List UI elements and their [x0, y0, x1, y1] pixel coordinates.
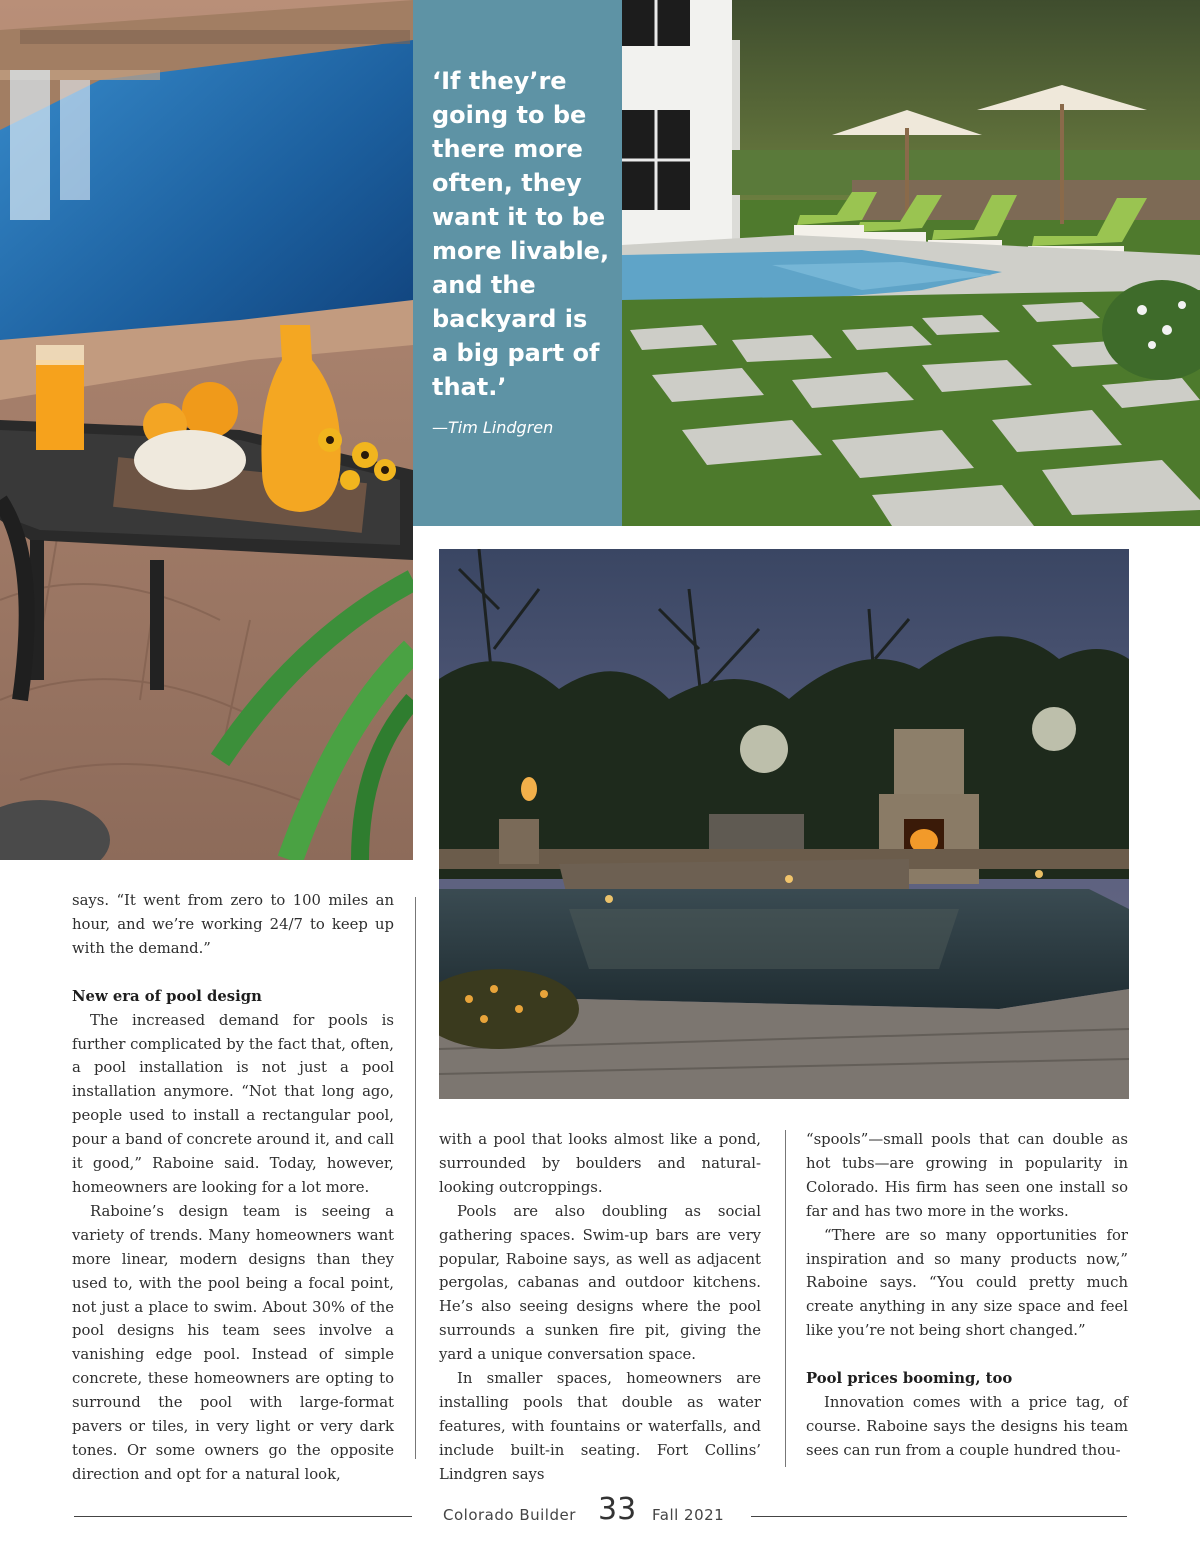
pull-quote-line: ‘If they’re — [432, 67, 567, 95]
footer-rule-right — [751, 1516, 1127, 1517]
footer-publication-name: Colorado Builder — [443, 1506, 576, 1524]
pull-quote-line: backyard is — [432, 305, 588, 333]
pull-quote-line: going to be — [432, 101, 587, 129]
pull-quote — [432, 64, 610, 404]
paragraph: says. “It went from zero to 100 miles an hour, and we’re working 24/7 to keep up with the demand.” — [72, 892, 394, 957]
paragraph: Innovation comes with a price tag, of course. Raboine says the designs his team sees can run from a couple hundred thou- — [806, 1394, 1128, 1459]
section-heading: Pool prices booming, too — [806, 1370, 1013, 1388]
patio-pool-photo — [0, 0, 413, 860]
pull-quote-line: often, they — [432, 169, 582, 197]
article-column-3 — [806, 1128, 1128, 1463]
pull-quote-line: want it to be — [432, 203, 606, 231]
article-column-2 — [439, 1128, 761, 1487]
night-pool-fireplace-photo — [439, 549, 1129, 1099]
pull-quote-line: that.’ — [432, 373, 507, 401]
pull-quote-panel — [413, 0, 622, 526]
pull-quote-line: a big part of — [432, 339, 600, 367]
pull-quote-line: more livable, — [432, 237, 610, 265]
paragraph: Raboine’s design team is seeing a variety of trends. Many homeowners want more linear, modern designs than they used to, with the pool being a focal point, not just a place to swim. About 30% of the pool designs his team sees involve a vanishing edge pool. Instead of simple concrete, these homeowners are opting to surround the pool with large-format pavers or tiles, in very light or very dark tones. Or some owners go the opposite direction and opt for a natural look, — [72, 1202, 394, 1483]
quote-attribution: —Tim Lindgren — [432, 418, 554, 437]
paver-pool-photo — [622, 0, 1200, 526]
paragraph: Pools are also doubling as social gathering spaces. Swim-up bars are very popular, Raboine says, as well as adjacent pergolas, cabanas and outdoor kitchens. He’s also seeing designs where the pool surrounds a sunken fire pit, giving the yard a unique conversation space. — [439, 1202, 761, 1364]
pull-quote-line: there more — [432, 135, 583, 163]
pull-quote-line: and the — [432, 271, 536, 299]
paragraph: with a pool that looks almost like a pond, surrounded by boulders and natural-looking outcroppings. — [439, 1131, 761, 1196]
paragraph: “spools”—small pools that can double as hot tubs—are growing in popularity in Colorado. His firm has seen one install so far and has two more in the works. — [806, 1131, 1128, 1220]
column-divider — [785, 1130, 786, 1467]
paragraph: “There are so many opportunities for inspiration and so many products now,” Raboine says. “You could pretty much create anything in any size space and feel like you’re not being short changed.” — [806, 1226, 1128, 1340]
paragraph: The increased demand for pools is further complicated by the fact that, often, a pool installation is not just a pool installation anymore. “Not that long ago, people used to install a rectangular pool, pour a band of concrete around it, and call it good,” Raboine said. Today, however, homeowners are looking for a lot more. — [72, 1011, 394, 1196]
page-number: 33 — [598, 1492, 637, 1527]
section-heading: New era of pool design — [72, 987, 262, 1005]
article-column-1 — [72, 889, 394, 1487]
column-divider — [415, 897, 416, 1459]
paragraph: In smaller spaces, homeowners are installing pools that double as water features, with fountains or waterfalls, and include built-in seating. Fort Collins’ Lindgren says — [439, 1370, 761, 1483]
footer-issue: Fall 2021 — [652, 1506, 725, 1524]
footer-rule-left — [74, 1516, 412, 1517]
